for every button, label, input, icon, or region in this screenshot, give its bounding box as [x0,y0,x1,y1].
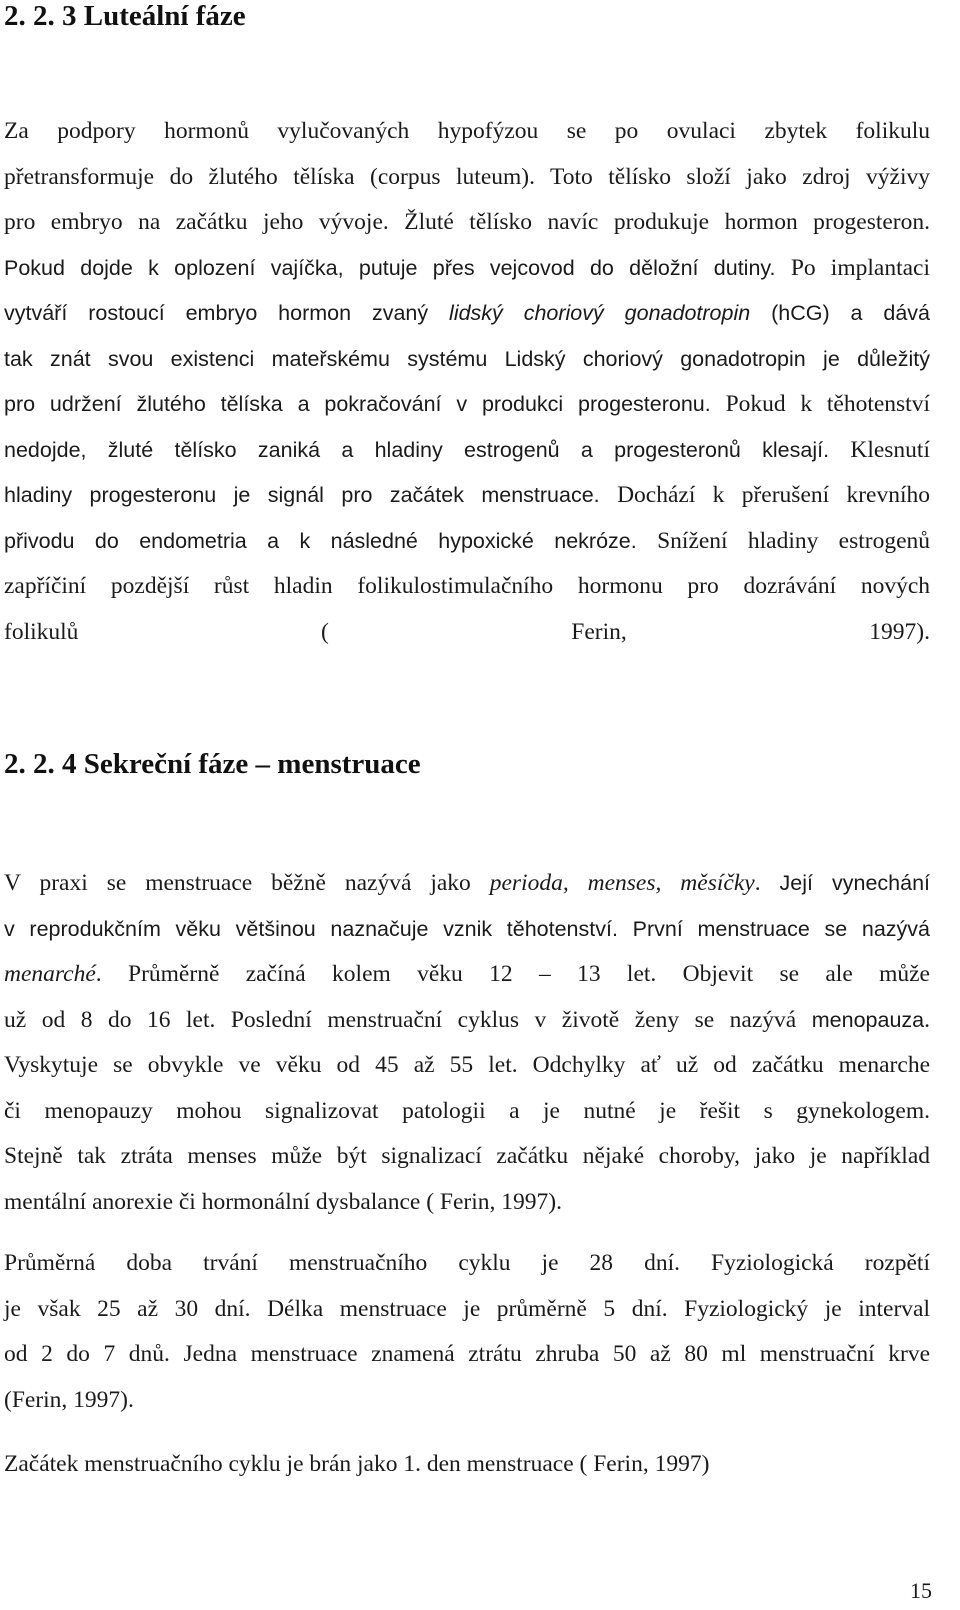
section-heading-secretory-phase: 2. 2. 4 Sekreční fáze – menstruace [4,748,421,780]
text-run: v reprodukčním věku většinou naznačuje vznik těhotenství. [4,916,633,941]
text-line [4,868,930,898]
text-run: . Průměrně začíná kolem věku 12 – 13 let. Objevit se ale může [95,961,930,987]
text-line [4,207,930,237]
text-line [4,162,930,192]
text-line [4,1096,930,1126]
text-line [4,571,930,601]
text-run: od 2 do 7 dnů. Jedna menstruace znamená ztrátu zhruba 50 až 80 ml menstruační krve [4,1341,930,1367]
text-line [4,1187,930,1217]
text-line [4,1385,930,1415]
text-run: zapříčiní pozdější růst hladin folikulostimulačního hormonu pro dozrávání nových [4,573,930,599]
section-heading-luteal-phase: 2. 2. 3 Luteální fáze [4,0,246,32]
text-line [4,1141,930,1171]
text-run: mentální anorexie či hormonální dysbalance ( Ferin, 1997). [4,1188,562,1215]
text-run: přivodu do endometria a k následné hypoxické nekróze. [4,528,658,553]
text-run: tak znát svou existenci mateřskému systému Lidský choriový gonadotropin je důležitý [4,346,930,371]
text-run: Klesnutí [850,436,930,463]
text-line [4,1339,930,1369]
text-run: menopauza [811,1007,925,1032]
text-run: nedojde, žluté tělísko zaniká a hladiny estrogenů a progesteronů klesají. [4,437,851,462]
text-run: přetransformuje do žlutého tělíska (corpus luteum). Toto tělísko složí jako zdroj výživy [4,163,930,190]
text-run: . [924,1006,930,1033]
text-run: První menstruace se nazývá [632,916,930,941]
text-run: Po implantaci [790,254,930,281]
text-run: Za podpory hormonů vylučovaných hypofýzou se po ovulaci zbytek folikulu [4,118,930,144]
text-line [4,480,930,510]
italic-term: menarché [4,961,96,987]
text-line [4,389,930,419]
text-line [4,617,930,647]
text-line [4,1294,930,1324]
text-run: Vyskytuje se obvykle ve věku od 45 až 55 let. Odchylky ať už od začátku menarche [4,1052,930,1078]
text-run: Pokud dojde k oplození vajíčka, putuje přes vejcovod do děložní dutiny. [4,255,791,280]
text-line [4,435,930,465]
text-run: či menopauzy mohou signalizovat patologii a je nutné je řešit s gynekologem. [4,1097,930,1124]
text-line [4,914,930,944]
italic-term: lidský choriový gonadotropin [449,301,751,325]
text-line [4,959,930,989]
text-run: . [754,870,780,896]
text-line [4,116,930,146]
text-line [4,253,930,283]
text-run: (Ferin, 1997). [4,1386,134,1413]
text-line [4,344,930,374]
text-run: Stejně tak ztráta menses může být signalizací začátku nějaké choroby, jako je například [4,1143,930,1169]
text-run: Její vynechání [779,871,930,895]
text-line [4,298,930,328]
text-line [4,1050,930,1080]
text-run: vytváří rostoucí embryo hormon zvaný [4,301,450,325]
text-run: je však 25 až 30 dní. Délka menstruace je průměrně 5 dní. Fyziologický je interval [4,1295,930,1322]
text-run: Začátek menstruačního cyklu je brán jako 1. den menstruace ( Ferin, 1997) [4,1451,710,1477]
text-run: folikulů ( Ferin, 1997). [4,618,930,645]
italic-term: perioda, menses, měsíčky [489,870,755,896]
page-number: 15 [910,1578,932,1603]
text-run: Snížení hladiny estrogenů [657,527,930,554]
text-run: (hCG) a dává [750,301,930,325]
text-run: V praxi se menstruace běžně nazývá jako [4,870,490,896]
text-run: Dochází k přerušení krevního [617,482,930,508]
text-line [4,1449,930,1479]
text-run: pro udržení žlutého tělíska a pokračování v produkci progesteronu. [4,392,726,416]
text-run: pro embryo na začátku jeho vývoje. Žluté tělísko navíc produkuje hormon progesteron. [4,209,930,235]
text-run: hladiny progesteronu je signál pro začátek menstruace. [4,483,618,507]
text-run: Průměrná doba trvání menstruačního cyklu je 28 dní. Fyziologická rozpětí [4,1250,930,1276]
text-line [4,1005,930,1035]
text-run: už od 8 do 16 let. Poslední menstruační cyklus v životě ženy se nazývá [4,1006,812,1033]
text-line [4,526,930,556]
text-run: Pokud k těhotenství [725,391,930,417]
text-line [4,1248,930,1278]
